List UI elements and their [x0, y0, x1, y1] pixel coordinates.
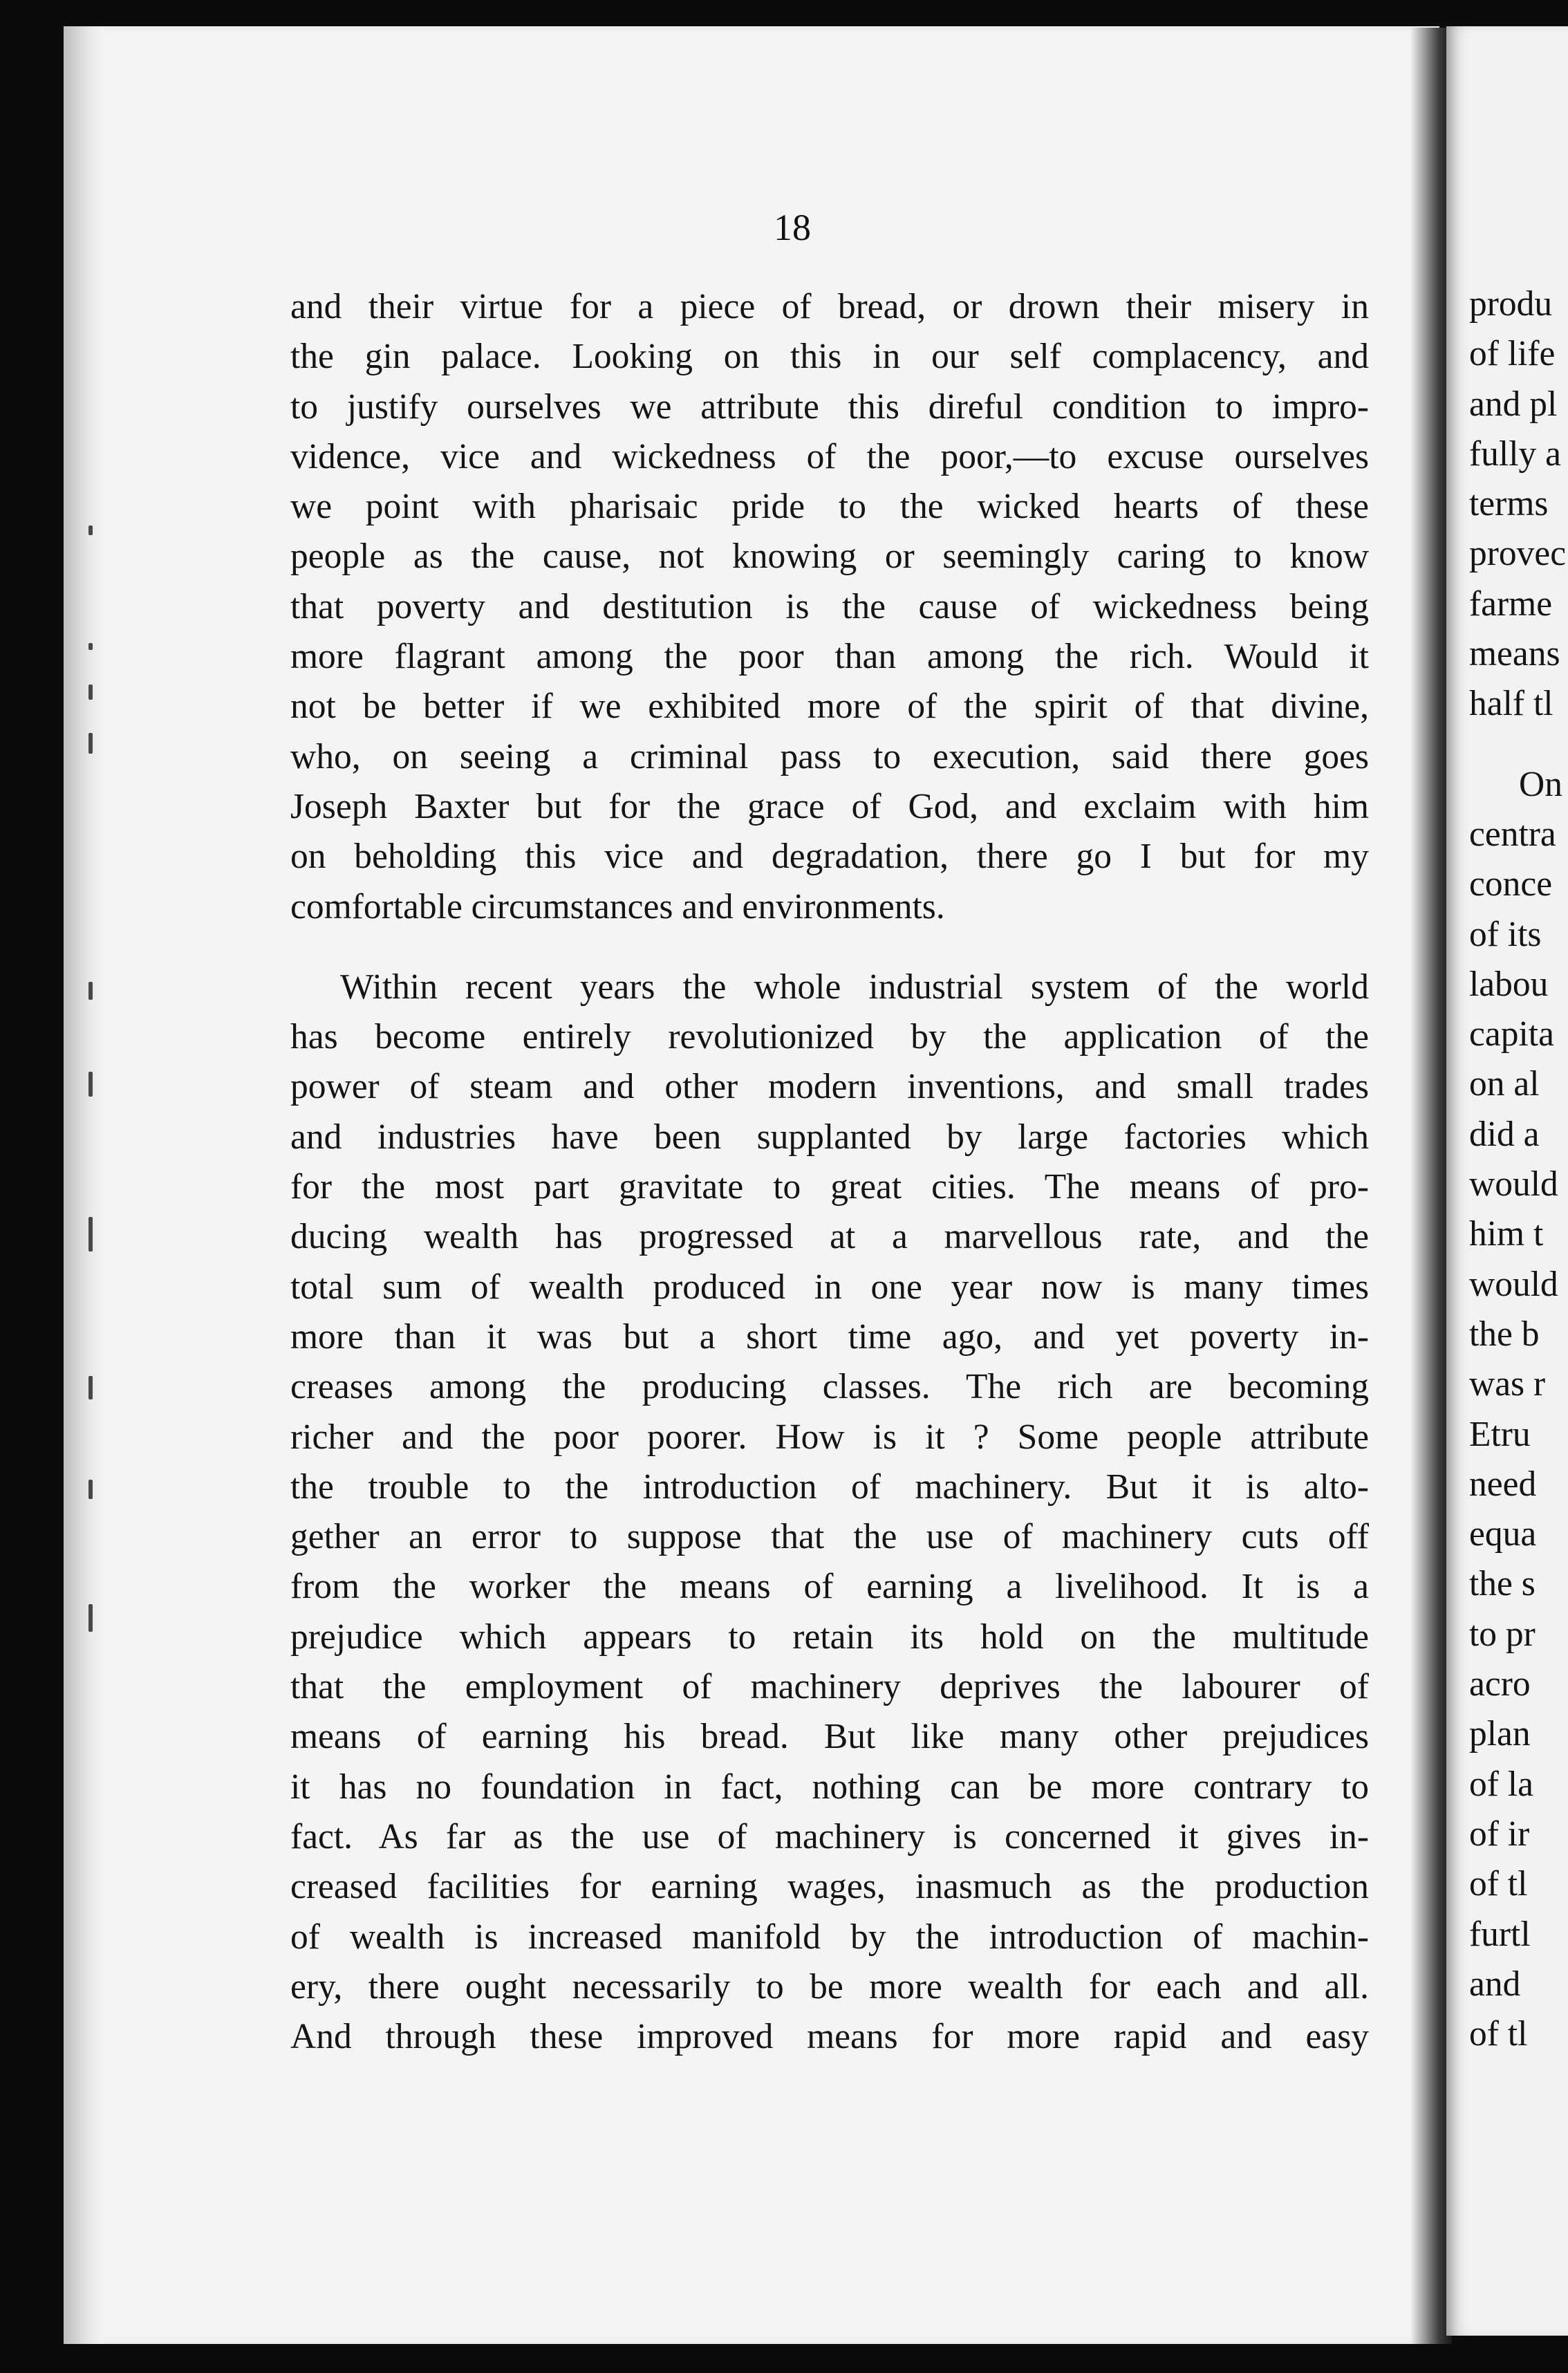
- text-fragment: him t: [1469, 1214, 1544, 1254]
- text-line: Within recent years the whole industrial system of the world: [340, 967, 1369, 1007]
- text-fragment: and: [1469, 1964, 1521, 2004]
- text-line: richer and the poor poorer. How is it ? Some people attribute: [290, 1417, 1369, 1457]
- right-page-text-fragments: [1469, 279, 1568, 2059]
- text-line: more than it was but a short time ago, and yet poverty in-: [290, 1316, 1369, 1357]
- text-line: for the most part gravitate to great cities. The means of pro-: [290, 1167, 1369, 1207]
- text-line: creases among the producing classes. The rich are becoming: [290, 1367, 1369, 1407]
- text-fragment: need: [1469, 1464, 1537, 1504]
- text-line: power of steam and other modern inventions, and small trades: [290, 1067, 1369, 1107]
- text-line: prejudice which appears to retain its hold on the multitude: [290, 1617, 1369, 1657]
- text-fragment: Etru: [1469, 1414, 1531, 1454]
- text-line: creased facilities for earning wages, inasmuch as the production: [290, 1867, 1369, 1907]
- text-line: to justify ourselves we attribute this direful condition to impro-: [290, 387, 1369, 427]
- text-line: fact. As far as the use of machinery is concerned it gives in-: [290, 1816, 1369, 1856]
- text-line: means of earning his bread. But like many other prejudices: [290, 1717, 1369, 1757]
- text-fragment: the s: [1469, 1564, 1536, 1604]
- text-line: that the employment of machinery deprives the labourer of: [290, 1667, 1369, 1707]
- text-line: not be better if we exhibited more of the spirit of that divine,: [290, 687, 1369, 727]
- text-fragment: conce: [1469, 864, 1553, 904]
- text-line: people as the cause, not knowing or seemingly caring to know: [290, 537, 1369, 577]
- text-line: who, on seeing a criminal pass to execution, said there goes: [290, 736, 1369, 776]
- text-fragment: On: [1519, 764, 1562, 804]
- text-line: gether an error to suppose that the use of machinery cuts off: [290, 1517, 1369, 1557]
- margin-marks: [88, 525, 109, 1673]
- text-line: on beholding this vice and degradation, there go I but for my: [290, 837, 1369, 877]
- text-line: the trouble to the introduction of machinery. But it is alto-: [290, 1467, 1369, 1507]
- text-fragment: centra: [1469, 814, 1556, 854]
- text-line: and their virtue for a piece of bread, or drown their misery in: [290, 287, 1369, 326]
- text-fragment: provec: [1469, 534, 1567, 574]
- text-fragment: terms: [1469, 484, 1549, 524]
- text-fragment: plan: [1469, 1714, 1531, 1754]
- text-line: the gin palace. Looking on this in our self complacency, and: [290, 337, 1369, 377]
- body-text: [290, 282, 1369, 2062]
- text-fragment: farme: [1469, 584, 1553, 624]
- text-fragment: would: [1469, 1164, 1558, 1204]
- text-fragment: labou: [1469, 964, 1549, 1004]
- text-line: of wealth is increased manifold by the introduction of machin-: [290, 1917, 1369, 1957]
- text-line: comfortable circumstances and environments.: [290, 886, 945, 927]
- text-line: vidence, vice and wickedness of the poor,—to excuse ourselves: [290, 436, 1369, 476]
- text-fragment: was r: [1469, 1364, 1546, 1404]
- text-fragment: produ: [1469, 284, 1553, 324]
- text-fragment: to pr: [1469, 1614, 1536, 1654]
- text-fragment: and pl: [1469, 384, 1558, 424]
- text-line: ery, there ought necessarily to be more wealth for each and all.: [290, 1966, 1369, 2007]
- text-fragment: of la: [1469, 1764, 1533, 1804]
- text-fragment: of tl: [1469, 2014, 1528, 2054]
- text-line: we point with pharisaic pride to the wicked hearts of these: [290, 487, 1369, 527]
- text-line: more flagrant among the poor than among the rich. Would it: [290, 637, 1369, 677]
- paragraph-2: [290, 962, 1369, 2063]
- text-fragment: on al: [1469, 1064, 1540, 1104]
- text-fragment: of ir: [1469, 1814, 1530, 1854]
- text-line: total sum of wealth produced in one year now is many times: [290, 1267, 1369, 1307]
- text-fragment: would: [1469, 1264, 1558, 1304]
- text-fragment: did a: [1469, 1114, 1540, 1154]
- text-line: from the worker the means of earning a livelihood. It is a: [290, 1567, 1369, 1607]
- paragraph-1: [290, 282, 1369, 932]
- text-line: it has no foundation in fact, nothing can be more contrary to: [290, 1767, 1369, 1807]
- text-fragment: the b: [1469, 1314, 1540, 1354]
- text-fragment: equa: [1469, 1514, 1537, 1554]
- text-line: that poverty and destitution is the cause of wickedness being: [290, 586, 1369, 626]
- text-fragment: of its: [1469, 914, 1542, 954]
- text-fragment: means: [1469, 634, 1560, 674]
- paragraph-gap: [1469, 729, 1568, 760]
- text-fragment: of life: [1469, 334, 1556, 374]
- text-line: ducing wealth has progressed at a marvellous rate, and the: [290, 1217, 1369, 1257]
- text-line: and industries have been supplanted by large factories which: [290, 1117, 1369, 1157]
- text-fragment: capita: [1469, 1014, 1554, 1054]
- page-number: 18: [774, 207, 811, 248]
- book-gutter: [1410, 28, 1452, 2344]
- text-line: has become entirely revolutionized by the application of the: [290, 1017, 1369, 1057]
- text-line: Joseph Baxter but for the grace of God, and exclaim with him: [290, 786, 1369, 826]
- text-fragment: of tl: [1469, 1864, 1528, 1904]
- text-fragment: furtl: [1469, 1914, 1531, 1954]
- text-fragment: fully a: [1469, 434, 1561, 474]
- text-fragment: half tl: [1469, 684, 1553, 724]
- text-line: And through these improved means for more rapid and easy: [290, 2017, 1369, 2057]
- text-fragment: acro: [1469, 1664, 1531, 1704]
